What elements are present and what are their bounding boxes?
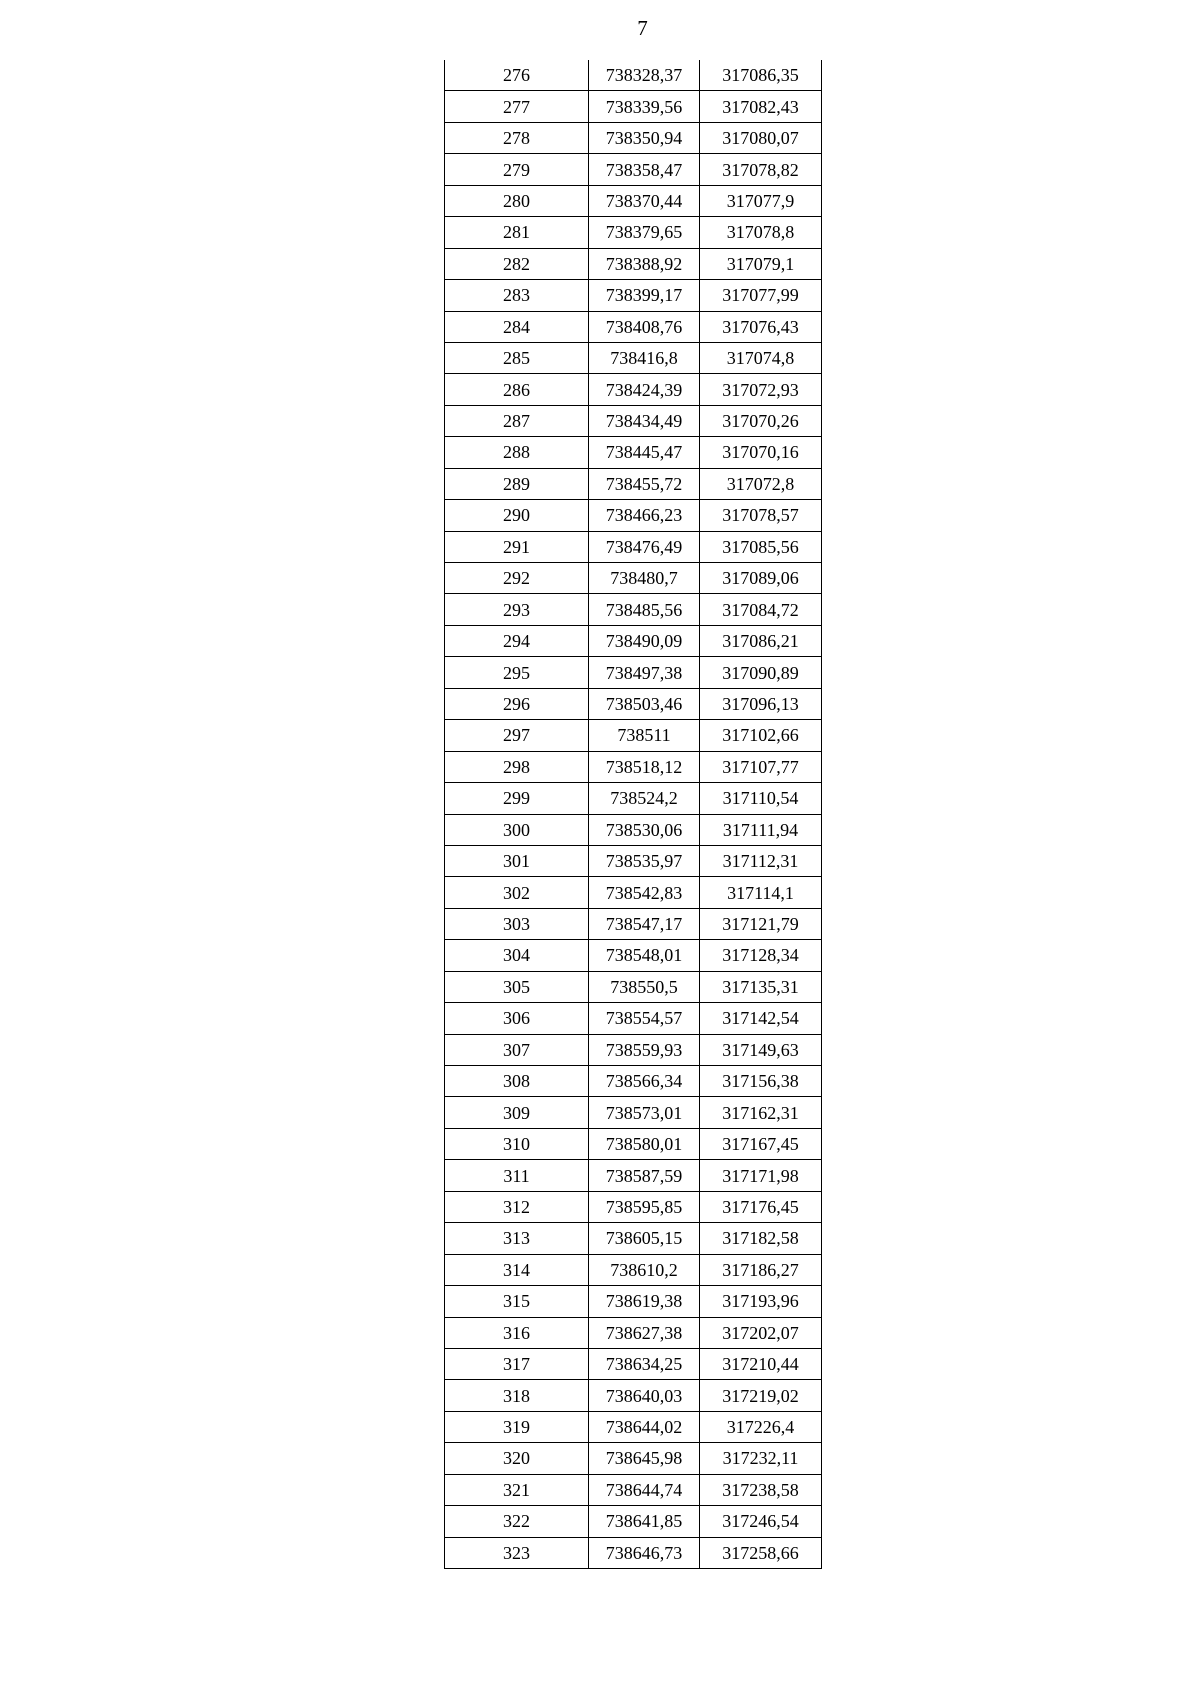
x-coordinate-cell: 738530,06 <box>589 814 700 845</box>
point-number-cell: 323 <box>445 1537 589 1568</box>
y-coordinate-cell: 317232,11 <box>700 1443 822 1474</box>
y-coordinate-cell: 317078,57 <box>700 500 822 531</box>
table-row <box>445 342 822 373</box>
point-number-cell: 293 <box>445 594 589 625</box>
table-row <box>445 688 822 719</box>
x-coordinate-cell: 738641,85 <box>589 1506 700 1537</box>
y-coordinate-cell: 317102,66 <box>700 720 822 751</box>
y-coordinate-cell: 317070,16 <box>700 437 822 468</box>
table-row <box>445 814 822 845</box>
point-number-cell: 302 <box>445 877 589 908</box>
table-row <box>445 751 822 782</box>
y-coordinate-cell: 317078,8 <box>700 217 822 248</box>
table-row <box>445 877 822 908</box>
point-number-cell: 316 <box>445 1317 589 1348</box>
x-coordinate-cell: 738548,01 <box>589 940 700 971</box>
x-coordinate-cell: 738466,23 <box>589 500 700 531</box>
y-coordinate-cell: 317072,8 <box>700 468 822 499</box>
table-row <box>445 594 822 625</box>
table-row <box>445 154 822 185</box>
x-coordinate-cell: 738424,39 <box>589 374 700 405</box>
point-number-cell: 308 <box>445 1066 589 1097</box>
y-coordinate-cell: 317202,07 <box>700 1317 822 1348</box>
x-coordinate-cell: 738646,73 <box>589 1537 700 1568</box>
table-row <box>445 908 822 939</box>
table-row <box>445 971 822 1002</box>
x-coordinate-cell: 738358,47 <box>589 154 700 185</box>
y-coordinate-cell: 317149,63 <box>700 1034 822 1065</box>
x-coordinate-cell: 738476,49 <box>589 531 700 562</box>
x-coordinate-cell: 738485,56 <box>589 594 700 625</box>
y-coordinate-cell: 317070,26 <box>700 405 822 436</box>
x-coordinate-cell: 738550,5 <box>589 971 700 1002</box>
y-coordinate-cell: 317258,66 <box>700 1537 822 1568</box>
table-row <box>445 1066 822 1097</box>
y-coordinate-cell: 317176,45 <box>700 1191 822 1222</box>
y-coordinate-cell: 317086,35 <box>700 60 822 91</box>
table-row <box>445 60 822 91</box>
x-coordinate-cell: 738587,59 <box>589 1160 700 1191</box>
point-number-cell: 290 <box>445 500 589 531</box>
x-coordinate-cell: 738547,17 <box>589 908 700 939</box>
x-coordinate-cell: 738644,02 <box>589 1411 700 1442</box>
table-row <box>445 845 822 876</box>
x-coordinate-cell: 738416,8 <box>589 342 700 373</box>
point-number-cell: 300 <box>445 814 589 845</box>
x-coordinate-cell: 738627,38 <box>589 1317 700 1348</box>
table-row <box>445 217 822 248</box>
y-coordinate-cell: 317193,96 <box>700 1286 822 1317</box>
table-row <box>445 657 822 688</box>
y-coordinate-cell: 317238,58 <box>700 1474 822 1505</box>
x-coordinate-cell: 738595,85 <box>589 1191 700 1222</box>
x-coordinate-cell: 738559,93 <box>589 1034 700 1065</box>
table-row <box>445 122 822 153</box>
x-coordinate-cell: 738434,49 <box>589 405 700 436</box>
y-coordinate-cell: 317121,79 <box>700 908 822 939</box>
y-coordinate-cell: 317078,82 <box>700 154 822 185</box>
y-coordinate-cell: 317167,45 <box>700 1128 822 1159</box>
y-coordinate-cell: 317107,77 <box>700 751 822 782</box>
table-row <box>445 405 822 436</box>
y-coordinate-cell: 317084,72 <box>700 594 822 625</box>
page-number: 7 <box>637 16 648 40</box>
y-coordinate-cell: 317089,06 <box>700 563 822 594</box>
table-row <box>445 374 822 405</box>
y-coordinate-cell: 317080,07 <box>700 122 822 153</box>
x-coordinate-cell: 738480,7 <box>589 563 700 594</box>
table-row <box>445 1160 822 1191</box>
x-coordinate-cell: 738573,01 <box>589 1097 700 1128</box>
point-number-cell: 285 <box>445 342 589 373</box>
y-coordinate-cell: 317182,58 <box>700 1223 822 1254</box>
y-coordinate-cell: 317226,4 <box>700 1411 822 1442</box>
point-number-cell: 284 <box>445 311 589 342</box>
x-coordinate-cell: 738640,03 <box>589 1380 700 1411</box>
y-coordinate-cell: 317110,54 <box>700 783 822 814</box>
y-coordinate-cell: 317074,8 <box>700 342 822 373</box>
point-number-cell: 317 <box>445 1348 589 1379</box>
x-coordinate-cell: 738619,38 <box>589 1286 700 1317</box>
table-row <box>445 1223 822 1254</box>
table-row <box>445 1348 822 1379</box>
point-number-cell: 292 <box>445 563 589 594</box>
point-number-cell: 282 <box>445 248 589 279</box>
table-row <box>445 1254 822 1285</box>
table-row <box>445 1506 822 1537</box>
point-number-cell: 321 <box>445 1474 589 1505</box>
table-row <box>445 437 822 468</box>
y-coordinate-cell: 317090,89 <box>700 657 822 688</box>
coordinates-table-body <box>445 60 822 1569</box>
table-row <box>445 1097 822 1128</box>
point-number-cell: 322 <box>445 1506 589 1537</box>
point-number-cell: 279 <box>445 154 589 185</box>
x-coordinate-cell: 738535,97 <box>589 845 700 876</box>
point-number-cell: 311 <box>445 1160 589 1191</box>
x-coordinate-cell: 738566,34 <box>589 1066 700 1097</box>
point-number-cell: 288 <box>445 437 589 468</box>
table-row <box>445 248 822 279</box>
x-coordinate-cell: 738445,47 <box>589 437 700 468</box>
x-coordinate-cell: 738350,94 <box>589 122 700 153</box>
y-coordinate-cell: 317079,1 <box>700 248 822 279</box>
y-coordinate-cell: 317112,31 <box>700 845 822 876</box>
point-number-cell: 280 <box>445 185 589 216</box>
point-number-cell: 315 <box>445 1286 589 1317</box>
y-coordinate-cell: 317076,43 <box>700 311 822 342</box>
table-row <box>445 1380 822 1411</box>
point-number-cell: 287 <box>445 405 589 436</box>
x-coordinate-cell: 738644,74 <box>589 1474 700 1505</box>
y-coordinate-cell: 317072,93 <box>700 374 822 405</box>
x-coordinate-cell: 738490,09 <box>589 625 700 656</box>
table-row <box>445 1537 822 1568</box>
y-coordinate-cell: 317111,94 <box>700 814 822 845</box>
y-coordinate-cell: 317077,9 <box>700 185 822 216</box>
x-coordinate-cell: 738518,12 <box>589 751 700 782</box>
x-coordinate-cell: 738524,2 <box>589 783 700 814</box>
point-number-cell: 310 <box>445 1128 589 1159</box>
table-row <box>445 1474 822 1505</box>
point-number-cell: 289 <box>445 468 589 499</box>
x-coordinate-cell: 738370,44 <box>589 185 700 216</box>
y-coordinate-cell: 317114,1 <box>700 877 822 908</box>
x-coordinate-cell: 738497,38 <box>589 657 700 688</box>
table-row <box>445 940 822 971</box>
y-coordinate-cell: 317246,54 <box>700 1506 822 1537</box>
table-row <box>445 720 822 751</box>
x-coordinate-cell: 738399,17 <box>589 280 700 311</box>
x-coordinate-cell: 738503,46 <box>589 688 700 719</box>
table-row <box>445 1003 822 1034</box>
point-number-cell: 304 <box>445 940 589 971</box>
table-row <box>445 1317 822 1348</box>
table-row <box>445 1034 822 1065</box>
point-number-cell: 303 <box>445 908 589 939</box>
x-coordinate-cell: 738605,15 <box>589 1223 700 1254</box>
table-row <box>445 783 822 814</box>
y-coordinate-cell: 317156,38 <box>700 1066 822 1097</box>
table-row <box>445 280 822 311</box>
point-number-cell: 295 <box>445 657 589 688</box>
table-row <box>445 311 822 342</box>
point-number-cell: 313 <box>445 1223 589 1254</box>
point-number-cell: 278 <box>445 122 589 153</box>
y-coordinate-cell: 317082,43 <box>700 91 822 122</box>
x-coordinate-cell: 738511 <box>589 720 700 751</box>
y-coordinate-cell: 317086,21 <box>700 625 822 656</box>
table-row <box>445 1191 822 1222</box>
point-number-cell: 314 <box>445 1254 589 1285</box>
y-coordinate-cell: 317142,54 <box>700 1003 822 1034</box>
point-number-cell: 298 <box>445 751 589 782</box>
y-coordinate-cell: 317096,13 <box>700 688 822 719</box>
y-coordinate-cell: 317128,34 <box>700 940 822 971</box>
y-coordinate-cell: 317219,02 <box>700 1380 822 1411</box>
y-coordinate-cell: 317162,31 <box>700 1097 822 1128</box>
point-number-cell: 297 <box>445 720 589 751</box>
coordinates-table <box>444 60 822 1569</box>
point-number-cell: 319 <box>445 1411 589 1442</box>
x-coordinate-cell: 738455,72 <box>589 468 700 499</box>
table-row <box>445 91 822 122</box>
x-coordinate-cell: 738379,65 <box>589 217 700 248</box>
point-number-cell: 283 <box>445 280 589 311</box>
point-number-cell: 318 <box>445 1380 589 1411</box>
point-number-cell: 294 <box>445 625 589 656</box>
point-number-cell: 305 <box>445 971 589 1002</box>
table-row <box>445 468 822 499</box>
x-coordinate-cell: 738580,01 <box>589 1128 700 1159</box>
table-row <box>445 1411 822 1442</box>
point-number-cell: 286 <box>445 374 589 405</box>
x-coordinate-cell: 738328,37 <box>589 60 700 91</box>
y-coordinate-cell: 317171,98 <box>700 1160 822 1191</box>
x-coordinate-cell: 738408,76 <box>589 311 700 342</box>
x-coordinate-cell: 738645,98 <box>589 1443 700 1474</box>
point-number-cell: 281 <box>445 217 589 248</box>
point-number-cell: 312 <box>445 1191 589 1222</box>
y-coordinate-cell: 317077,99 <box>700 280 822 311</box>
table-row <box>445 1443 822 1474</box>
point-number-cell: 306 <box>445 1003 589 1034</box>
x-coordinate-cell: 738542,83 <box>589 877 700 908</box>
point-number-cell: 299 <box>445 783 589 814</box>
table-row <box>445 625 822 656</box>
y-coordinate-cell: 317085,56 <box>700 531 822 562</box>
point-number-cell: 291 <box>445 531 589 562</box>
x-coordinate-cell: 738339,56 <box>589 91 700 122</box>
y-coordinate-cell: 317186,27 <box>700 1254 822 1285</box>
point-number-cell: 276 <box>445 60 589 91</box>
table-row <box>445 563 822 594</box>
x-coordinate-cell: 738388,92 <box>589 248 700 279</box>
y-coordinate-cell: 317135,31 <box>700 971 822 1002</box>
x-coordinate-cell: 738554,57 <box>589 1003 700 1034</box>
table-row <box>445 500 822 531</box>
point-number-cell: 296 <box>445 688 589 719</box>
point-number-cell: 277 <box>445 91 589 122</box>
table-row <box>445 531 822 562</box>
point-number-cell: 307 <box>445 1034 589 1065</box>
point-number-cell: 320 <box>445 1443 589 1474</box>
table-row <box>445 1128 822 1159</box>
point-number-cell: 309 <box>445 1097 589 1128</box>
x-coordinate-cell: 738634,25 <box>589 1348 700 1379</box>
point-number-cell: 301 <box>445 845 589 876</box>
y-coordinate-cell: 317210,44 <box>700 1348 822 1379</box>
table-row <box>445 1286 822 1317</box>
x-coordinate-cell: 738610,2 <box>589 1254 700 1285</box>
table-row <box>445 185 822 216</box>
